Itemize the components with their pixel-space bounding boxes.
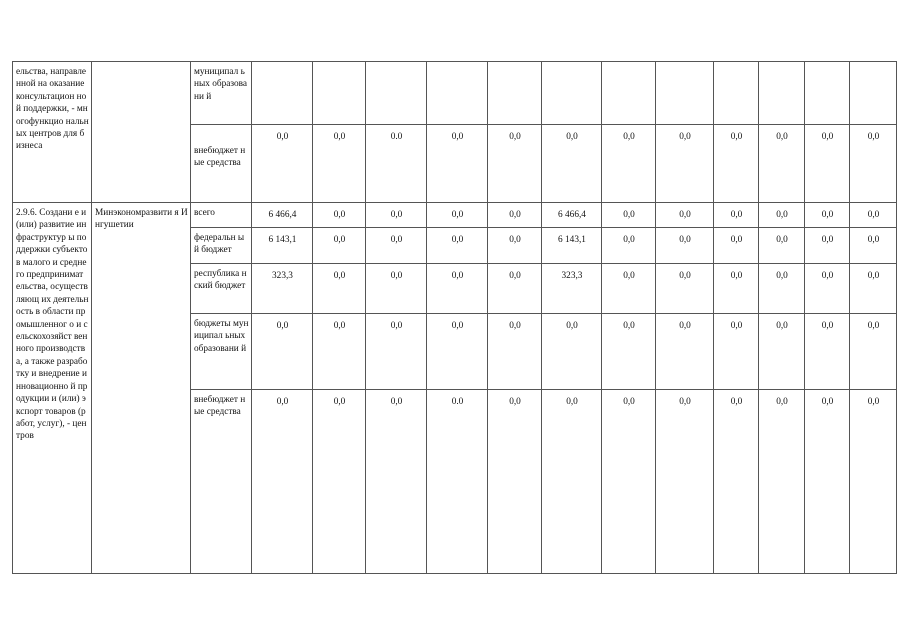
value-cell: 0,0 — [366, 314, 427, 390]
value-cell: 0,0 — [542, 125, 602, 203]
value-cell: 0,0 — [759, 203, 805, 228]
value-cell: 0,0 — [488, 264, 542, 314]
value-cell: 0,0 — [805, 314, 850, 390]
measure-name-cell: 2.9.6. Создани е и (или) развитие инфраструктур ы поддержки субъектов малого и среднего предпринимат ельства, осуществляющ их деятельность в области промышленног о и сельскохозяйст венного производства, а также разработку и внедрение инновационно й продукции и (или) экспорт товаров (работ, услуг), - центров — [13, 203, 92, 574]
value-cell: 0.0 — [427, 390, 488, 574]
value-cell: 0,0 — [427, 203, 488, 228]
value-cell: 0,0 — [656, 228, 714, 264]
value-cell: 0,0 — [714, 228, 759, 264]
table-row — [13, 203, 897, 228]
value-cell: 0,0 — [656, 314, 714, 390]
value-cell: 0,0 — [714, 390, 759, 574]
value-cell: 0,0 — [488, 203, 542, 228]
value-cell: 0,0 — [656, 125, 714, 203]
value-cell — [252, 62, 313, 125]
value-cell — [427, 62, 488, 125]
value-cell: 0,0 — [313, 228, 366, 264]
value-cell — [313, 62, 366, 125]
value-cell: 0,0 — [313, 390, 366, 574]
executor-cell: Минэкономразвити я Ингушетии — [92, 203, 191, 574]
table-row — [13, 62, 897, 125]
value-cell: 0,0 — [488, 390, 542, 574]
value-cell: 0,0 — [656, 203, 714, 228]
budget-table — [12, 61, 897, 574]
value-cell: 6 466,4 — [542, 203, 602, 228]
value-cell: 0,0 — [427, 264, 488, 314]
value-cell: 0,0 — [759, 125, 805, 203]
value-cell: 0,0 — [488, 228, 542, 264]
value-cell — [542, 62, 602, 125]
value-cell: 0,0 — [602, 314, 656, 390]
value-cell: 0,0 — [366, 228, 427, 264]
value-cell: 0,0 — [850, 203, 897, 228]
value-cell: 0,0 — [850, 264, 897, 314]
funding-source-cell: внебюджет ные средства — [191, 125, 252, 203]
value-cell: 0,0 — [252, 314, 313, 390]
measure-name-cell: ельства, направленной на оказание консультацион ной поддержки, - многофункцио нальных центров для бизнеса — [13, 62, 92, 203]
value-cell: 0,0 — [714, 125, 759, 203]
value-cell: 0,0 — [805, 390, 850, 574]
value-cell: 0,0 — [759, 228, 805, 264]
value-cell: 0,0 — [759, 264, 805, 314]
value-cell — [850, 62, 897, 125]
value-cell: 6 143,1 — [542, 228, 602, 264]
value-cell — [759, 62, 805, 125]
value-cell: 0,0 — [714, 264, 759, 314]
value-cell: 0,0 — [602, 125, 656, 203]
value-cell: 0,0 — [427, 125, 488, 203]
value-cell: 0,0 — [366, 264, 427, 314]
value-cell — [366, 62, 427, 125]
value-cell: 0,0 — [805, 228, 850, 264]
value-cell: 0,0 — [714, 314, 759, 390]
value-cell: 0,0 — [850, 125, 897, 203]
value-cell: 0,0 — [313, 314, 366, 390]
value-cell — [805, 62, 850, 125]
value-cell: 0,0 — [714, 203, 759, 228]
funding-source-cell: федеральн ый бюджет — [191, 228, 252, 264]
value-cell: 0,0 — [488, 125, 542, 203]
funding-source-cell: всего — [191, 203, 252, 228]
value-cell: 6 143,1 — [252, 228, 313, 264]
value-cell: 0,0 — [759, 390, 805, 574]
value-cell: 0,0 — [602, 390, 656, 574]
executor-cell — [92, 62, 191, 203]
value-cell: 0,0 — [850, 314, 897, 390]
value-cell — [488, 62, 542, 125]
value-cell — [714, 62, 759, 125]
value-cell: 0,0 — [656, 390, 714, 574]
value-cell: 0,0 — [850, 390, 897, 574]
value-cell: 0,0 — [805, 125, 850, 203]
value-cell: 0,0 — [313, 203, 366, 228]
value-cell: 0,0 — [805, 203, 850, 228]
value-cell: 0,0 — [602, 264, 656, 314]
value-cell — [656, 62, 714, 125]
value-cell: 0,0 — [805, 264, 850, 314]
value-cell: 0,0 — [759, 314, 805, 390]
value-cell: 0.0 — [366, 125, 427, 203]
value-cell: 0,0 — [602, 228, 656, 264]
value-cell — [602, 62, 656, 125]
value-cell: 0,0 — [313, 264, 366, 314]
value-cell: 0,0 — [656, 264, 714, 314]
value-cell: 0,0 — [488, 314, 542, 390]
value-cell: 0,0 — [366, 390, 427, 574]
funding-source-cell: муниципал ьных образовани й — [191, 62, 252, 125]
funding-source-cell: бюджеты муниципал ьных образовани й — [191, 314, 252, 390]
value-cell: 0,0 — [252, 390, 313, 574]
value-cell: 0,0 — [542, 390, 602, 574]
value-cell: 0,0 — [313, 125, 366, 203]
value-cell: 0,0 — [366, 203, 427, 228]
value-cell: 0,0 — [850, 228, 897, 264]
value-cell: 0,0 — [602, 203, 656, 228]
value-cell: 0,0 — [427, 228, 488, 264]
value-cell: 323,3 — [542, 264, 602, 314]
value-cell: 0,0 — [427, 314, 488, 390]
funding-source-cell: республика нский бюджет — [191, 264, 252, 314]
value-cell: 0,0 — [542, 314, 602, 390]
funding-source-cell: внебюджет ные средства — [191, 390, 252, 574]
value-cell: 6 466,4 — [252, 203, 313, 228]
value-cell: 0,0 — [252, 125, 313, 203]
value-cell: 323,3 — [252, 264, 313, 314]
